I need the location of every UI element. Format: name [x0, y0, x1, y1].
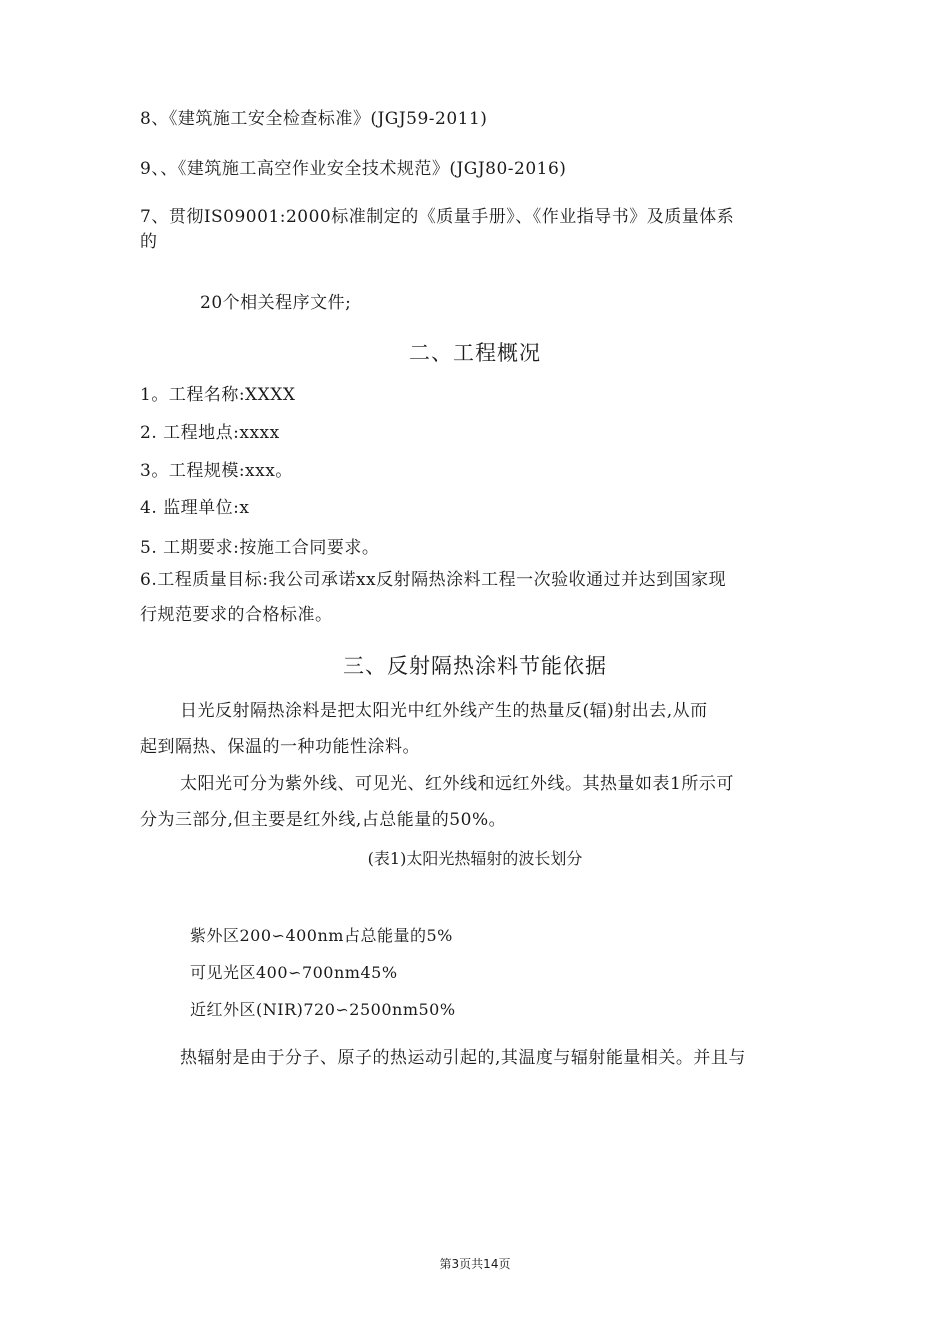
overview-item-name: 1。工程名称:XXXX: [140, 385, 296, 405]
section-heading-overview: 二、工程概况: [409, 341, 541, 365]
table-row-visible: 可见光区400∽700nm45%: [190, 963, 398, 982]
paragraph-2-line-2: 分为三部分,但主要是红外线,占总能量的50%。: [140, 810, 507, 830]
reference-item-7-line-3: 20个相关程序文件;: [200, 293, 352, 313]
overview-item-quality-line-1: 6.工程质量目标:我公司承诺xx反射隔热涂料工程一次验收通过并达到国家现: [140, 570, 727, 590]
overview-item-schedule: 5. 工期要求:按施工合同要求。: [140, 538, 380, 558]
reference-item-7-line-2: 的: [140, 232, 158, 252]
paragraph-1-line-2: 起到隔热、保温的一种功能性涂料。: [140, 737, 420, 757]
table-row-ultraviolet: 紫外区200∽400nm占总能量的5%: [190, 926, 453, 945]
paragraph-3-line-1: 热辐射是由于分子、原子的热运动引起的,其温度与辐射能量相关。并且与: [180, 1048, 746, 1068]
overview-item-supervisor: 4. 监理单位:x: [140, 498, 250, 518]
reference-item-8: 8、《建筑施工安全检查标准》(JGJ59-2011): [140, 109, 488, 129]
page-number-footer: 第3页共14页: [439, 1257, 511, 1271]
overview-item-quality-line-2: 行规范要求的合格标准。: [140, 605, 333, 625]
paragraph-1-line-1: 日光反射隔热涂料是把太阳光中红外线产生的热量反(辐)射出去,从而: [180, 701, 708, 721]
overview-item-location: 2. 工程地点:xxxx: [140, 423, 280, 443]
table-row-near-infrared: 近红外区(NIR)720∽2500nm50%: [190, 1000, 456, 1019]
reference-item-7-line-1: 7、贯彻IS09001:2000标准制定的《质量手册》、《作业指导书》及质量体系: [140, 207, 735, 227]
overview-item-scale: 3。工程规模:xxx。: [140, 461, 293, 481]
paragraph-2-line-1: 太阳光可分为紫外线、可见光、红外线和远红外线。其热量如表1所示可: [180, 774, 734, 794]
reference-item-9: 9、、《建筑施工高空作业安全技术规范》(JGJ80-2016): [140, 159, 567, 179]
section-heading-energy-basis: 三、反射隔热涂料节能依据: [343, 654, 607, 678]
table-caption: (表1)太阳光热辐射的波长划分: [367, 849, 583, 868]
